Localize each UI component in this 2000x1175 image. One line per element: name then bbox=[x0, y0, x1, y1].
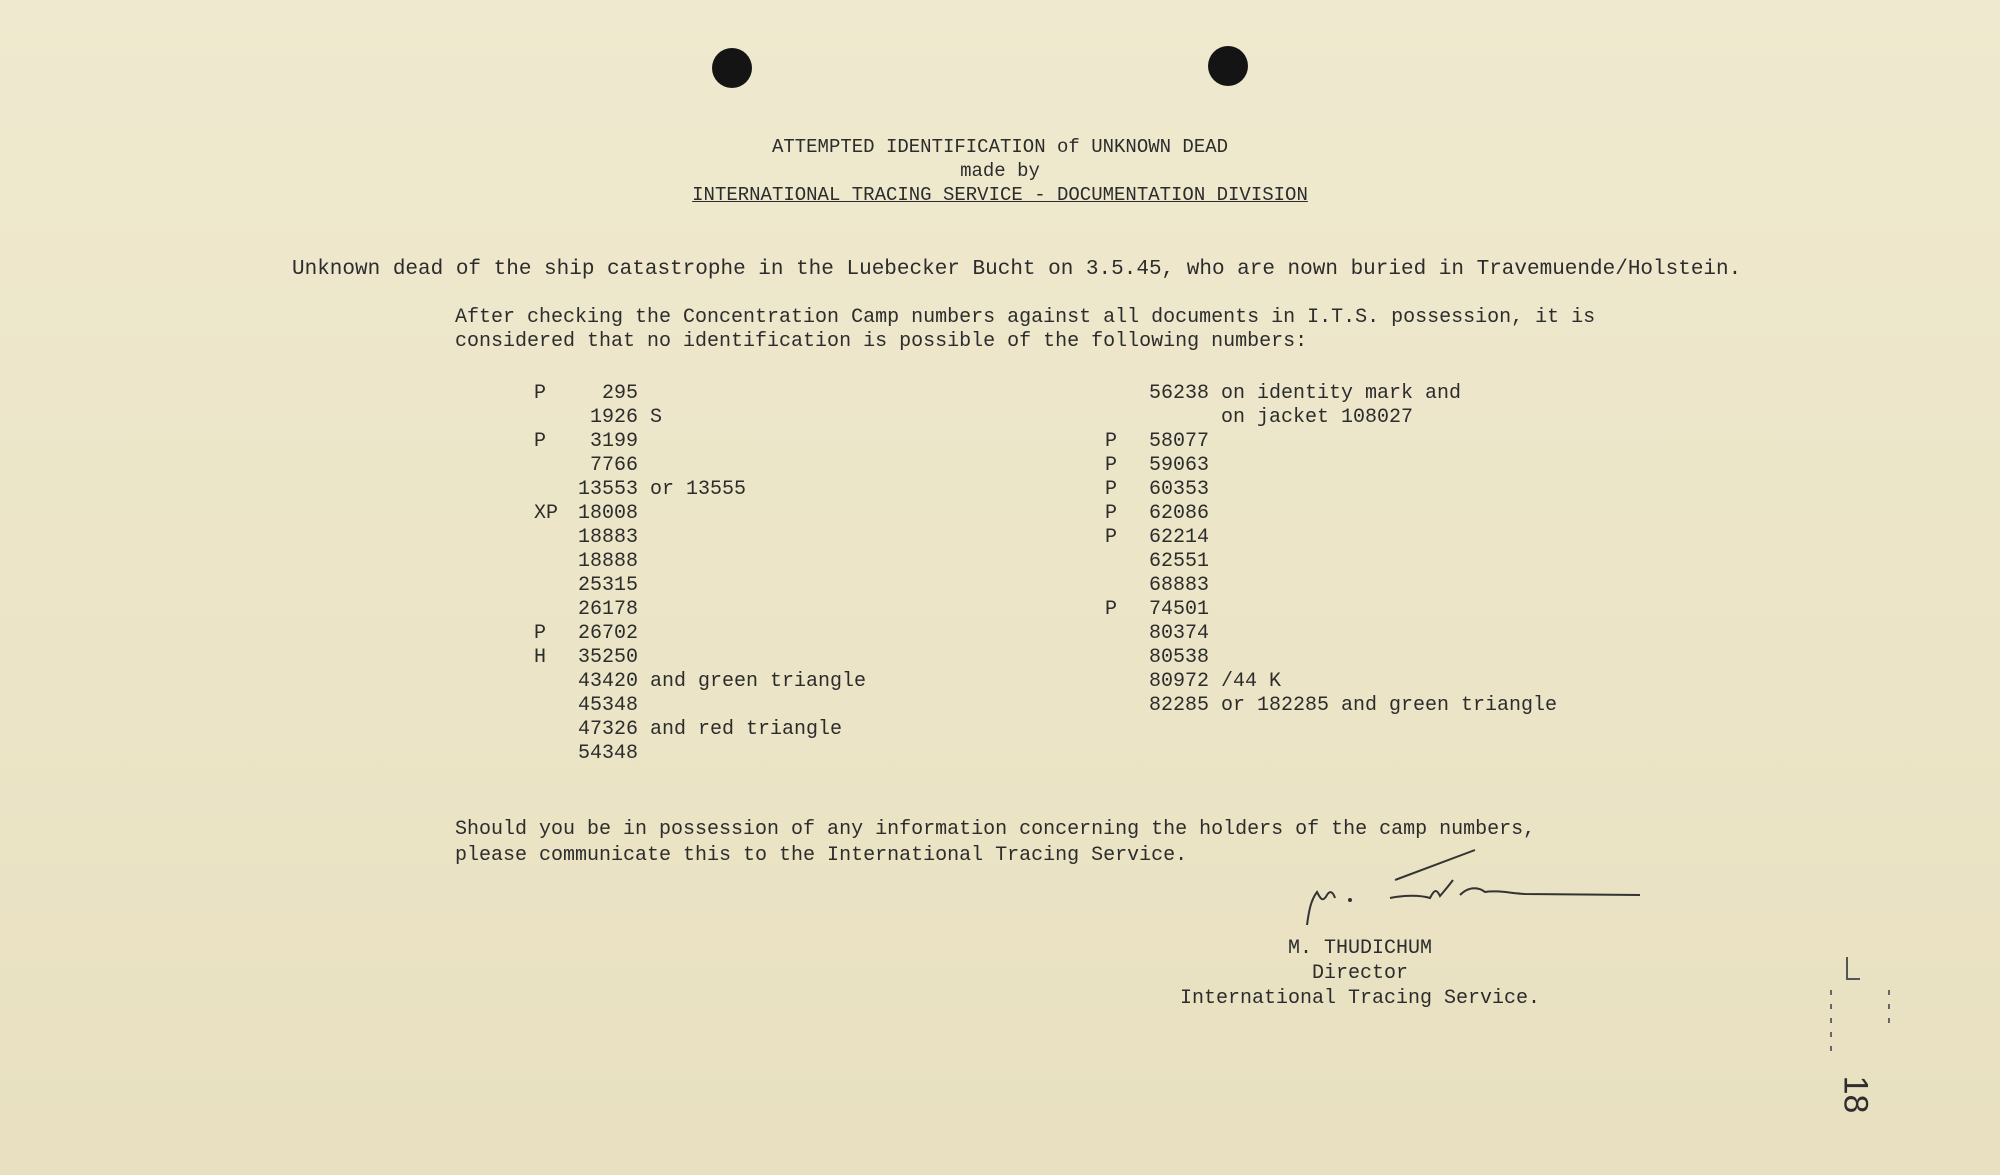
camp-number: 18888 bbox=[577, 550, 638, 573]
number-prefix: P bbox=[1105, 430, 1118, 453]
number-prefix: P bbox=[1105, 478, 1118, 501]
camp-number: 18883 bbox=[577, 526, 638, 549]
number-prefix: P bbox=[1105, 598, 1118, 621]
number-note: on identity mark and bbox=[1221, 382, 1462, 405]
number-prefix: P bbox=[534, 622, 547, 645]
camp-number: 3199 bbox=[589, 430, 638, 453]
number-prefix: P bbox=[1105, 502, 1118, 525]
number-note: and green triangle bbox=[650, 670, 867, 693]
camp-number: 1926 bbox=[589, 406, 638, 429]
number-note: and red triangle bbox=[650, 718, 843, 741]
camp-number: 7766 bbox=[589, 454, 638, 477]
number-row bbox=[534, 430, 866, 454]
number-row bbox=[1105, 382, 1557, 406]
camp-number: 82285 bbox=[1148, 694, 1209, 717]
number-row bbox=[534, 646, 866, 670]
header-title: ATTEMPTED IDENTIFICATION of UNKNOWN DEAD bbox=[771, 136, 1229, 158]
camp-number: 74501 bbox=[1148, 598, 1209, 621]
number-row bbox=[1105, 454, 1557, 478]
camp-number: 80374 bbox=[1148, 622, 1209, 645]
camp-number: 80972 bbox=[1148, 670, 1209, 693]
intro-statement: Unknown dead of the ship catastrophe in the Luebecker Bucht on 3.5.45, who are nown buried in Travemuende/Holstein. bbox=[292, 258, 1742, 281]
number-row bbox=[1105, 670, 1557, 694]
camp-number: 62551 bbox=[1148, 550, 1209, 573]
paragraph-line-1: After checking the Concentration Camp numbers against all documents in I.T.S. possession, it is bbox=[455, 306, 1596, 329]
camp-number: 47326 bbox=[577, 718, 638, 741]
camp-number: 43420 bbox=[577, 670, 638, 693]
margin-mark bbox=[1846, 957, 1848, 979]
number-row bbox=[534, 502, 866, 526]
margin-mark bbox=[1888, 990, 1890, 1030]
camp-number: 13553 bbox=[577, 478, 638, 501]
number-row bbox=[534, 670, 866, 694]
number-note: on jacket 108027 bbox=[1221, 406, 1414, 429]
camp-number: 60353 bbox=[1148, 478, 1209, 501]
number-row bbox=[1105, 430, 1557, 454]
signatory-organization: International Tracing Service. bbox=[1179, 987, 1541, 1010]
number-note: /44 K bbox=[1221, 670, 1282, 693]
camp-number: 80538 bbox=[1148, 646, 1209, 669]
number-prefix: P bbox=[1105, 454, 1118, 477]
camp-number: 295 bbox=[601, 382, 638, 405]
camp-number: 56238 bbox=[1148, 382, 1209, 405]
punch-hole-left bbox=[712, 48, 752, 88]
number-row bbox=[1105, 598, 1557, 622]
number-row bbox=[534, 718, 866, 742]
number-prefix: P bbox=[534, 382, 547, 405]
camp-number: 62086 bbox=[1148, 502, 1209, 525]
number-note: or 182285 and green triangle bbox=[1221, 694, 1558, 717]
signatory-title: Director bbox=[1311, 962, 1408, 985]
camp-number: 58077 bbox=[1148, 430, 1209, 453]
number-row bbox=[1105, 622, 1557, 646]
camp-number: 18008 bbox=[577, 502, 638, 525]
number-row bbox=[534, 406, 866, 430]
number-row bbox=[534, 622, 866, 646]
number-row bbox=[534, 742, 866, 766]
margin-mark bbox=[1846, 978, 1860, 980]
camp-number: 68883 bbox=[1148, 574, 1209, 597]
number-row bbox=[534, 526, 866, 550]
number-prefix: P bbox=[534, 430, 547, 453]
signature-block bbox=[1160, 936, 1560, 1011]
number-prefix: P bbox=[1105, 526, 1118, 549]
signatory-name: M. THUDICHUM bbox=[1287, 937, 1433, 960]
number-row bbox=[1105, 502, 1557, 526]
paragraph-line-2: considered that no identification is possible of the following numbers: bbox=[455, 330, 1308, 353]
number-row bbox=[534, 598, 866, 622]
number-note: or 13555 bbox=[650, 478, 747, 501]
number-row bbox=[534, 694, 866, 718]
number-row bbox=[534, 574, 866, 598]
closing-line-1: Should you be in possession of any information concerning the holders of the camp numbers, bbox=[455, 818, 1536, 841]
camp-number: 45348 bbox=[577, 694, 638, 717]
margin-mark bbox=[1830, 990, 1832, 1060]
right-number-list bbox=[1105, 382, 1557, 718]
header-made-by: made by bbox=[960, 160, 1040, 182]
camp-number: 59063 bbox=[1148, 454, 1209, 477]
closing-line-2: please communicate this to the International Tracing Service. bbox=[455, 844, 1188, 867]
number-row bbox=[1105, 478, 1557, 502]
number-note: S bbox=[650, 406, 663, 429]
left-number-list bbox=[534, 382, 866, 766]
archive-number: 18 bbox=[1836, 1075, 1875, 1114]
number-prefix: H bbox=[534, 646, 547, 669]
handwritten-signature bbox=[1295, 840, 1655, 930]
number-prefix: XP bbox=[534, 502, 559, 525]
camp-number: 26178 bbox=[577, 598, 638, 621]
camp-number: 54348 bbox=[577, 742, 638, 765]
number-row bbox=[1105, 646, 1557, 670]
number-row bbox=[1105, 406, 1557, 430]
header-division: INTERNATIONAL TRACING SERVICE - DOCUMENTATION DIVISION bbox=[692, 184, 1308, 206]
camp-number: 25315 bbox=[577, 574, 638, 597]
number-row bbox=[534, 382, 866, 406]
number-row bbox=[534, 550, 866, 574]
number-row bbox=[1105, 694, 1557, 718]
number-row bbox=[534, 454, 866, 478]
camp-number: 62214 bbox=[1148, 526, 1209, 549]
number-row bbox=[1105, 574, 1557, 598]
punch-hole-right bbox=[1208, 46, 1248, 86]
number-row bbox=[534, 478, 866, 502]
number-row bbox=[1105, 550, 1557, 574]
camp-number: 26702 bbox=[577, 622, 638, 645]
number-row bbox=[1105, 526, 1557, 550]
camp-number: 35250 bbox=[577, 646, 638, 669]
